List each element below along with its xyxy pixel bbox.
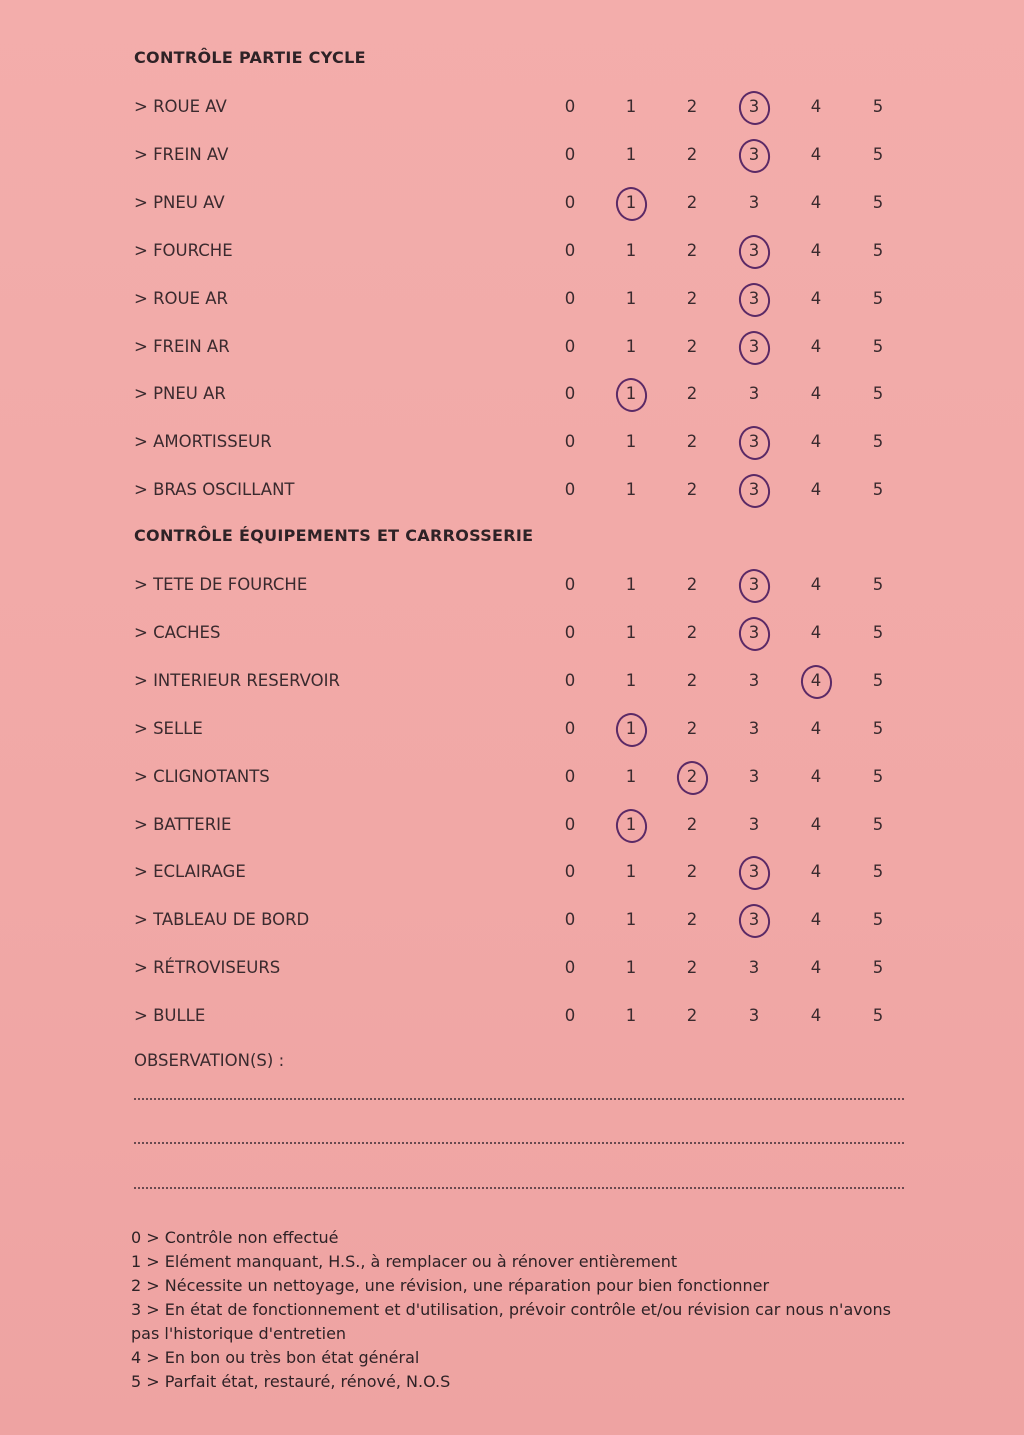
score-option-1[interactable]: 1 [625,145,637,164]
observation-label: OBSERVATION(S) : [134,1051,285,1070]
score-option-5[interactable]: 5 [872,719,884,738]
score-option-0[interactable]: 0 [564,1006,576,1025]
observation-line-3 [134,1187,904,1189]
item-label: > BRAS OSCILLANT [134,480,295,499]
score-option-5[interactable]: 5 [872,767,884,786]
inspection-row [0,1006,1024,1054]
score-option-0[interactable]: 0 [564,958,576,977]
inspection-row [0,767,1024,815]
item-label: > PNEU AV [134,193,225,212]
item-label: > PNEU AR [134,384,226,403]
score-option-1[interactable]: 1 [621,719,641,738]
item-label: > AMORTISSEUR [134,432,272,451]
score-option-3[interactable]: 3 [744,623,764,642]
score-option-4[interactable]: 4 [810,623,822,642]
rating-legend [131,1226,901,1394]
item-label: > BATTERIE [134,815,232,834]
score-option-0[interactable]: 0 [564,480,576,499]
score-option-0[interactable]: 0 [564,862,576,881]
score-option-0[interactable]: 0 [564,719,576,738]
score-option-5[interactable]: 5 [872,241,884,260]
score-option-2[interactable]: 2 [686,671,698,690]
inspection-row [0,384,1024,432]
score-option-1[interactable]: 1 [621,384,641,403]
section-title: CONTRÔLE PARTIE CYCLE [134,48,366,67]
score-option-3[interactable]: 3 [744,97,764,116]
score-option-0[interactable]: 0 [564,910,576,929]
score-option-5[interactable]: 5 [872,862,884,881]
score-option-3[interactable]: 3 [748,193,760,212]
score-option-0[interactable]: 0 [564,384,576,403]
score-option-2[interactable]: 2 [686,1006,698,1025]
score-option-2[interactable]: 2 [686,862,698,881]
legend-item: 1 > Elément manquant, H.S., à remplacer ou à rénover entièrement [131,1252,678,1271]
score-option-5[interactable]: 5 [872,623,884,642]
inspection-row [0,862,1024,910]
legend-item: 3 > En état de fonctionnement et d'utilisation, prévoir contrôle et/ou révision car nous n'avons pas l'historique d'entretien [131,1300,891,1343]
score-option-4[interactable]: 4 [806,671,826,690]
score-option-0[interactable]: 0 [564,145,576,164]
item-label: > FREIN AR [134,337,230,356]
score-option-5[interactable]: 5 [872,384,884,403]
score-option-2[interactable]: 2 [682,767,702,786]
inspection-row [0,337,1024,385]
score-option-3[interactable]: 3 [744,862,764,881]
score-option-3[interactable]: 3 [744,432,764,451]
score-option-0[interactable]: 0 [564,671,576,690]
item-label: > INTERIEUR RESERVOIR [134,671,340,690]
score-option-5[interactable]: 5 [872,145,884,164]
score-option-3[interactable]: 3 [748,958,760,977]
score-option-5[interactable]: 5 [872,193,884,212]
score-option-0[interactable]: 0 [564,815,576,834]
legend-item: 0 > Contrôle non effectué [131,1228,339,1247]
score-option-4[interactable]: 4 [810,575,822,594]
score-option-3[interactable]: 3 [748,1006,760,1025]
score-option-2[interactable]: 2 [686,97,698,116]
score-option-3[interactable]: 3 [744,910,764,929]
score-option-3[interactable]: 3 [748,767,760,786]
score-option-5[interactable]: 5 [872,910,884,929]
score-option-1[interactable]: 1 [625,958,637,977]
score-option-3[interactable]: 3 [744,289,764,308]
score-option-0[interactable]: 0 [564,289,576,308]
score-option-1[interactable]: 1 [625,480,637,499]
score-option-4[interactable]: 4 [810,97,822,116]
score-option-4[interactable]: 4 [810,958,822,977]
score-option-4[interactable]: 4 [810,432,822,451]
score-option-2[interactable]: 2 [686,193,698,212]
score-option-5[interactable]: 5 [872,432,884,451]
inspection-row [0,289,1024,337]
score-option-1[interactable]: 1 [625,767,637,786]
score-option-2[interactable]: 2 [686,145,698,164]
item-label: > CLIGNOTANTS [134,767,270,786]
score-option-4[interactable]: 4 [810,289,822,308]
score-option-4[interactable]: 4 [810,384,822,403]
score-option-2[interactable]: 2 [686,815,698,834]
item-label: > ECLAIRAGE [134,862,246,881]
score-option-2[interactable]: 2 [686,575,698,594]
score-option-2[interactable]: 2 [686,289,698,308]
score-option-1[interactable]: 1 [625,671,637,690]
item-label: > TABLEAU DE BORD [134,910,310,929]
legend-item: 2 > Nécessite un nettoyage, une révision, une réparation pour bien fonctionner [131,1276,770,1295]
item-label: > CACHES [134,623,221,642]
score-option-0[interactable]: 0 [564,623,576,642]
score-option-0[interactable]: 0 [564,193,576,212]
inspection-row [0,671,1024,719]
score-option-1[interactable]: 1 [621,193,641,212]
score-option-2[interactable]: 2 [686,432,698,451]
score-option-0[interactable]: 0 [564,575,576,594]
score-option-4[interactable]: 4 [810,241,822,260]
observation-line-1 [134,1098,904,1100]
score-option-1[interactable]: 1 [625,575,637,594]
inspection-row [0,623,1024,671]
inspection-row [0,815,1024,863]
score-option-4[interactable]: 4 [810,193,822,212]
score-option-4[interactable]: 4 [810,719,822,738]
item-label: > TETE DE FOURCHE [134,575,308,594]
inspection-row [0,97,1024,145]
item-label: > RÉTROVISEURS [134,958,281,977]
score-option-3[interactable]: 3 [748,384,760,403]
score-option-1[interactable]: 1 [621,815,641,834]
item-label: > SELLE [134,719,203,738]
inspection-row [0,241,1024,289]
score-option-2[interactable]: 2 [686,384,698,403]
score-option-2[interactable]: 2 [686,241,698,260]
inspection-row [0,480,1024,528]
score-option-1[interactable]: 1 [625,337,637,356]
score-option-4[interactable]: 4 [810,337,822,356]
item-label: > ROUE AV [134,97,227,116]
score-option-2[interactable]: 2 [686,337,698,356]
score-option-2[interactable]: 2 [686,958,698,977]
score-option-5[interactable]: 5 [872,575,884,594]
score-option-4[interactable]: 4 [810,480,822,499]
inspection-row [0,719,1024,767]
score-option-4[interactable]: 4 [810,1006,822,1025]
observation-line-2 [134,1142,904,1144]
score-option-2[interactable]: 2 [686,910,698,929]
score-option-1[interactable]: 1 [625,289,637,308]
score-option-3[interactable]: 3 [748,671,760,690]
inspection-row [0,145,1024,193]
score-option-3[interactable]: 3 [744,480,764,499]
score-option-0[interactable]: 0 [564,337,576,356]
score-option-3[interactable]: 3 [748,815,760,834]
section-title: CONTRÔLE ÉQUIPEMENTS ET CARROSSERIE [134,526,534,545]
score-option-4[interactable]: 4 [810,815,822,834]
score-option-1[interactable]: 1 [625,862,637,881]
item-label: > FREIN AV [134,145,229,164]
score-option-5[interactable]: 5 [872,958,884,977]
score-option-0[interactable]: 0 [564,241,576,260]
item-label: > ROUE AR [134,289,229,308]
score-option-4[interactable]: 4 [810,767,822,786]
score-option-5[interactable]: 5 [872,1006,884,1025]
score-option-3[interactable]: 3 [744,337,764,356]
score-option-5[interactable]: 5 [872,480,884,499]
item-label: > BULLE [134,1006,206,1025]
score-option-0[interactable]: 0 [564,97,576,116]
score-option-5[interactable]: 5 [872,97,884,116]
inspection-row [0,193,1024,241]
score-option-1[interactable]: 1 [625,97,637,116]
score-option-3[interactable]: 3 [744,241,764,260]
score-option-3[interactable]: 3 [744,575,764,594]
legend-item: 4 > En bon ou très bon état général [131,1348,420,1367]
score-option-1[interactable]: 1 [625,241,637,260]
inspection-row [0,910,1024,958]
inspection-row [0,575,1024,623]
score-option-2[interactable]: 2 [686,480,698,499]
score-option-5[interactable]: 5 [872,289,884,308]
inspection-row [0,432,1024,480]
score-option-1[interactable]: 1 [625,910,637,929]
score-option-0[interactable]: 0 [564,767,576,786]
score-option-5[interactable]: 5 [872,337,884,356]
score-option-5[interactable]: 5 [872,671,884,690]
score-option-3[interactable]: 3 [748,719,760,738]
score-option-1[interactable]: 1 [625,1006,637,1025]
score-option-0[interactable]: 0 [564,432,576,451]
score-option-1[interactable]: 1 [625,623,637,642]
score-option-4[interactable]: 4 [810,910,822,929]
score-option-2[interactable]: 2 [686,623,698,642]
legend-item: 5 > Parfait état, restauré, rénové, N.O.S [131,1372,451,1391]
score-option-4[interactable]: 4 [810,862,822,881]
score-option-1[interactable]: 1 [625,432,637,451]
score-option-4[interactable]: 4 [810,145,822,164]
score-option-5[interactable]: 5 [872,815,884,834]
score-option-3[interactable]: 3 [744,145,764,164]
score-option-2[interactable]: 2 [686,719,698,738]
item-label: > FOURCHE [134,241,233,260]
inspection-row [0,958,1024,1006]
